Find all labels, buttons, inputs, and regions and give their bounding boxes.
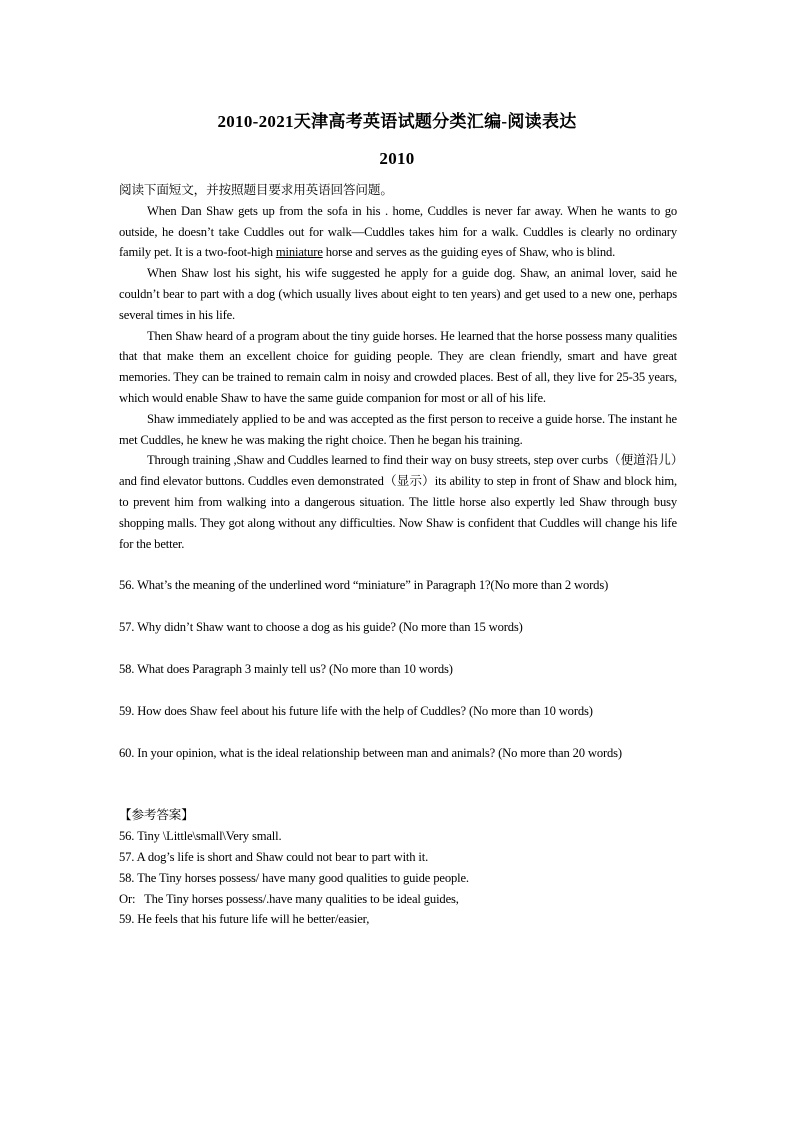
document-body (119, 180, 677, 930)
paragraph-2: When Shaw lost his sight, his wife suggested he apply for a guide dog. Shaw, an animal lover, said he couldn’t bear to part with a dog (which usually lives about eight to ten years) and get used to a new one, perhaps several times in his life. (119, 266, 677, 322)
answer-59: 59. He feels that his future life will he better/easier, (119, 912, 370, 927)
question-57: 57. Why didn’t Shaw want to choose a dog as his guide? (No more than 15 words) (119, 620, 523, 635)
instruction-text: 阅读下面短文，并按照题目要求用英语回答问题。 (119, 183, 393, 197)
answer-58-alternative: Or: The Tiny horses possess/.have many qualities to be ideal guides, (119, 891, 459, 906)
answer-57: 57. A dog’s life is short and Shaw could not bear to part with it. (119, 849, 429, 864)
paragraph-1-start: When Dan Shaw gets up from the sofa in his . home, Cuddles is never far away. When he wants to go outside, he doesn’t take Cuddles out for walk—Cuddles takes him for a walk. Cuddles is clearly no ordinary family pet. It is a two-foot-high (119, 203, 677, 260)
question-58: 58. What does Paragraph 3 mainly tell us? (No more than 10 words) (119, 661, 453, 676)
paragraph-1-end: horse and serves as the guiding eyes of Shaw, who is blind. (322, 245, 616, 260)
answer-56: 56. Tiny \Little\small\Very small. (119, 829, 282, 844)
question-59: 59. How does Shaw feel about his future life with the help of Cuddles? (No more than 10 words) (119, 703, 593, 718)
paragraph-4: Shaw immediately applied to be and was accepted as the first person to receive a guide horse. The instant he met Cuddles, he knew he was making the right choice. Then he began his training. (119, 411, 677, 447)
answer-58: 58. The Tiny horses possess/ have many good qualities to guide people. (119, 870, 469, 885)
question-56: 56. What’s the meaning of the underlined word “miniature” in Paragraph 1?(No more than 2 words) (119, 578, 609, 593)
question-60: 60. In your opinion, what is the ideal relationship between man and animals? (No more than 20 words) (119, 745, 622, 760)
underlined-word: miniature (275, 245, 323, 260)
document-title: 2010-2021天津高考英语试题分类汇编-阅读表达 (217, 112, 577, 131)
answer-heading: 【参考答案】 (119, 808, 194, 823)
paragraph-3: Then Shaw heard of a program about the tiny guide horses. He learned that the horse possess many qualities that that make them an excellent choice for guiding people. They are clean friendly, smart and have great memories. They can be trained to remain calm in noisy and crowded places. Best of all, they live for 25-35 years, which would enable Shaw to have the same guide companion for most or all of his life. (119, 328, 677, 405)
paragraph-1 (119, 201, 677, 263)
year-heading: 2010 (379, 149, 415, 168)
paragraph-5: Through training ,Shaw and Cuddles learned to find their way on busy streets, step over curbs（便道沿儿）and find elevator buttons. Cuddles even demonstrated（显示）its ability to step in front of Shaw and block him, to prevent him from walking into a dangerous situation. The little horse also expertly led Shaw through busy shopping malls. They got along without any difficulties. Now Shaw is confident that Cuddles will change his life for the better. (119, 453, 677, 551)
